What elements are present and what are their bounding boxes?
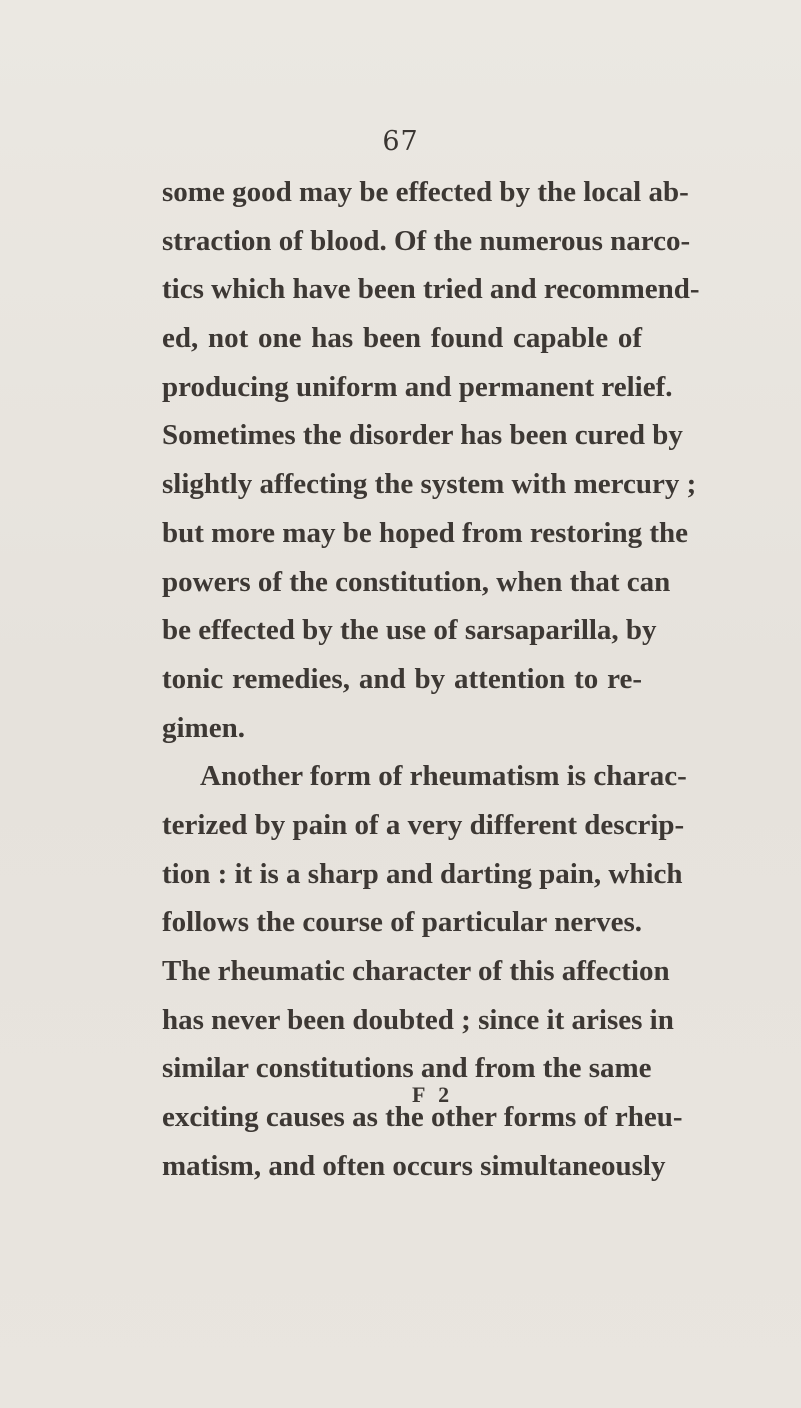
text-line: but more may be hoped from restoring the xyxy=(162,516,688,549)
text-line: tion : it is a sharp and darting pain, which xyxy=(162,857,683,890)
text-line: gimen. xyxy=(162,711,245,744)
text-line: tonic remedies, and by attention to re- xyxy=(162,662,642,695)
text-line: ed, not one has been found capable of xyxy=(162,322,642,355)
text-line: exciting causes as the other forms of rheu- xyxy=(162,1101,683,1134)
signature-mark: F 2 xyxy=(412,1082,454,1107)
text-line: tics which have been tried and recommend- xyxy=(162,273,700,306)
text-line: has never been doubted ; since it arises in xyxy=(162,1003,674,1036)
text-line: slightly affecting the system with mercury ; xyxy=(162,468,697,501)
text-line: terized by pain of a very different descrip- xyxy=(162,808,685,841)
text-line: straction of blood. Of the numerous narco- xyxy=(162,224,691,257)
paragraph-start-line: Another form of rheumatism is charac- xyxy=(200,760,687,793)
text-line: powers of the constitution, when that can xyxy=(162,565,671,598)
text-line: producing uniform and permanent relief. xyxy=(162,370,673,403)
text-line: be effected by the use of sarsaparilla, by xyxy=(162,614,657,647)
body-text xyxy=(162,168,700,1190)
text-line: matism, and often occurs simultaneously xyxy=(162,1149,666,1182)
text-line: similar constitutions and from the same xyxy=(162,1052,652,1085)
page-number: 67 xyxy=(382,126,419,157)
text-line: The rheumatic character of this affection xyxy=(162,955,670,987)
text-line: Sometimes the disorder has been cured by xyxy=(162,419,683,452)
text-line: follows the course of particular nerves. xyxy=(162,906,642,939)
text-line: some good may be effected by the local ab- xyxy=(162,176,689,208)
